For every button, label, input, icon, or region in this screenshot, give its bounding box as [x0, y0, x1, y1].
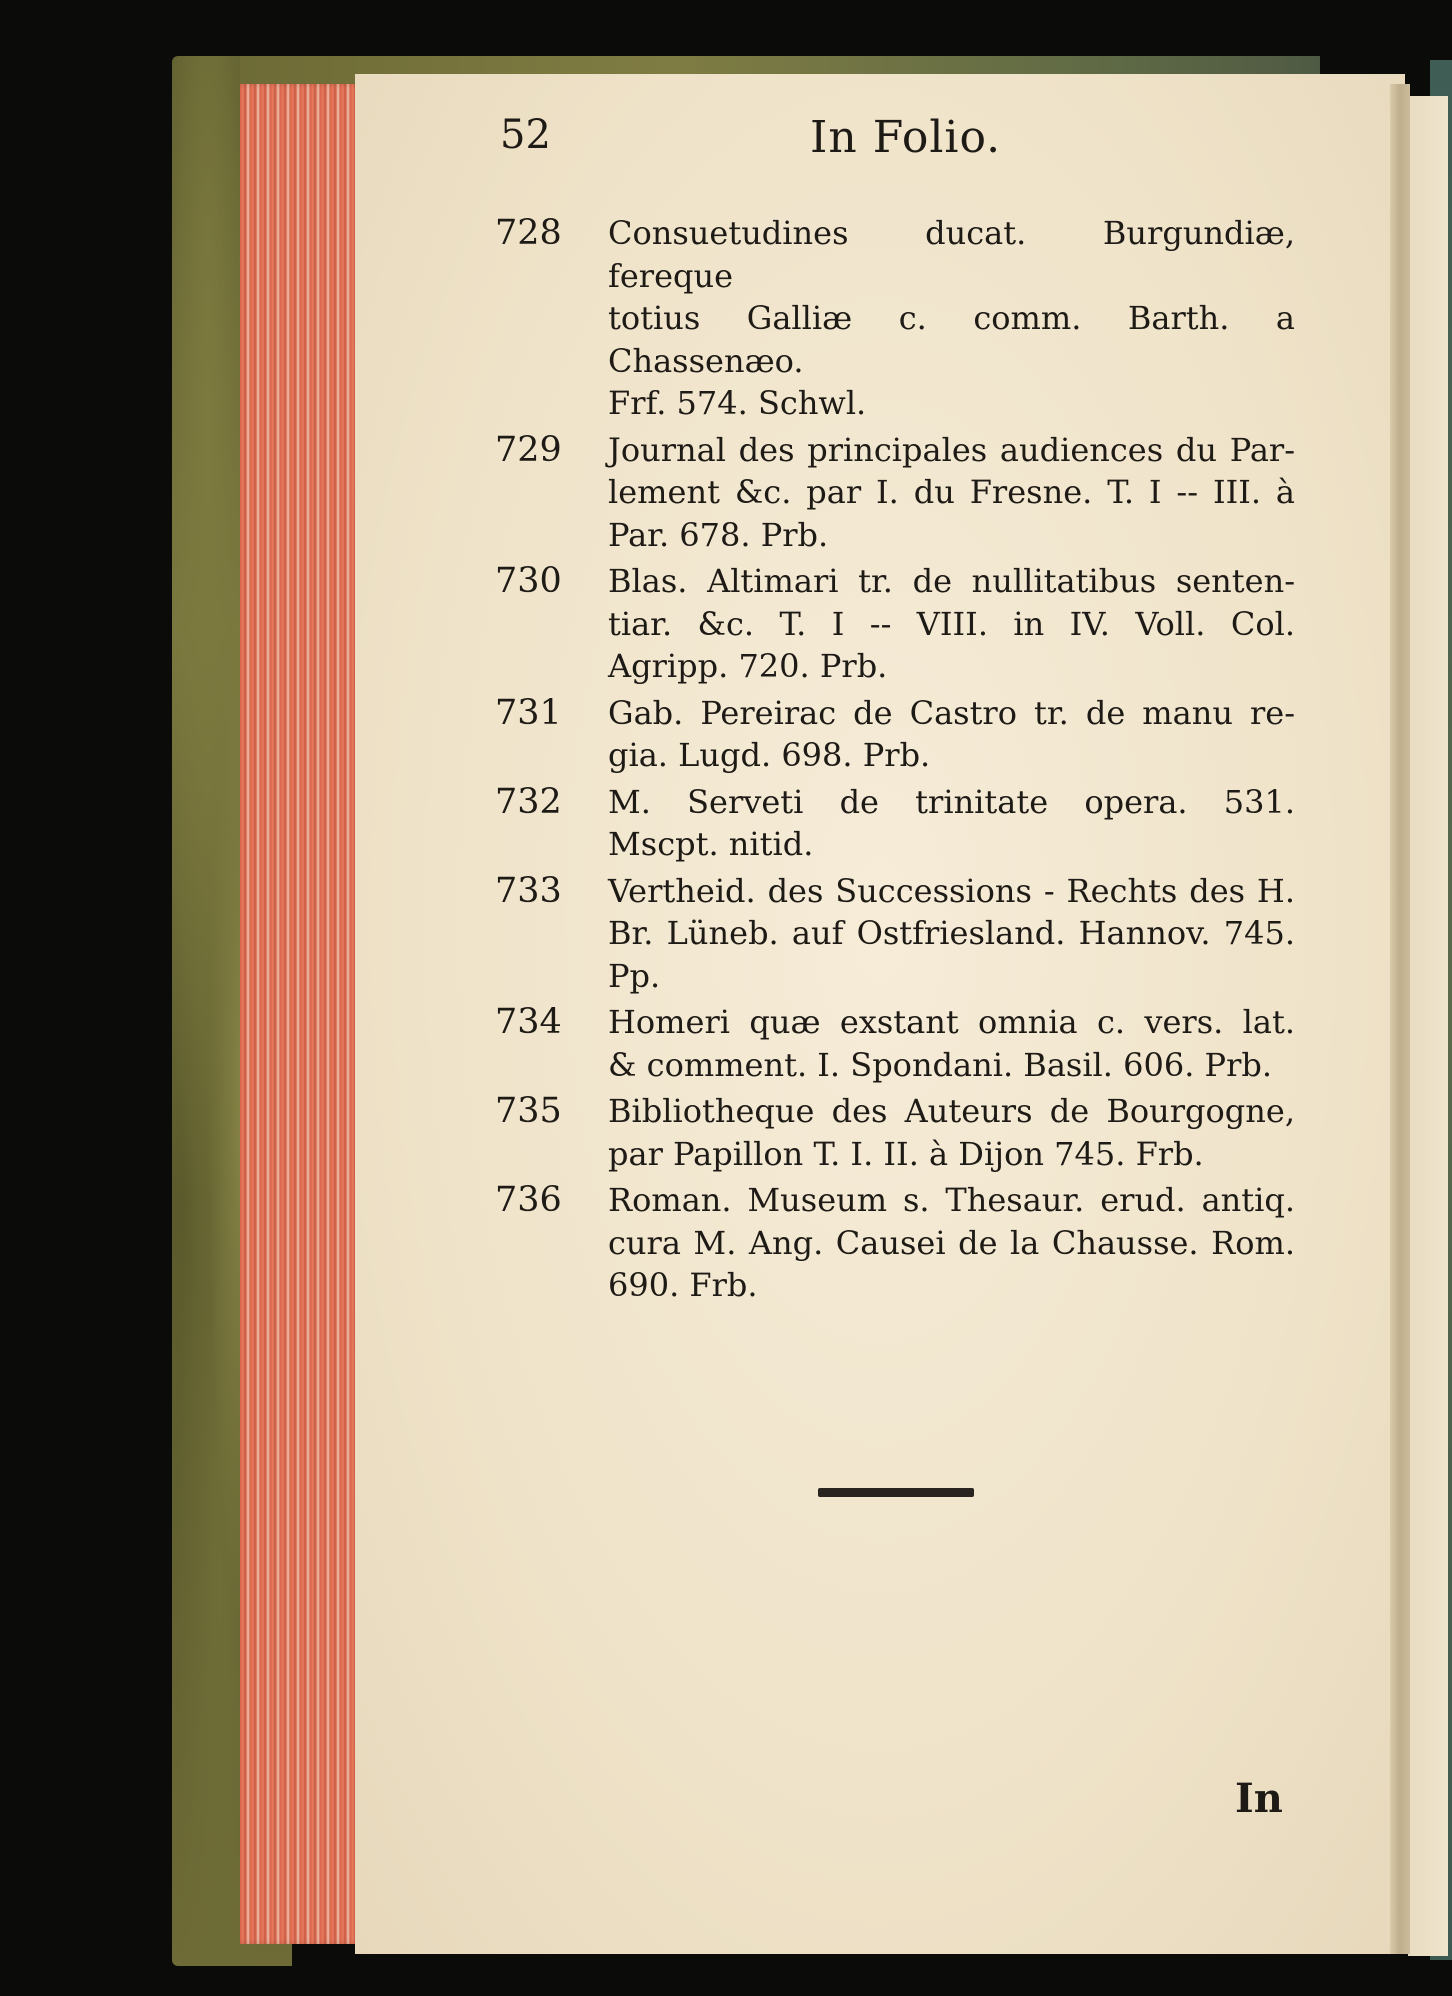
- entry-line: Journal des principales audiences du Par-: [608, 430, 1295, 469]
- facing-page: [1408, 96, 1448, 1956]
- entry-text: [608, 1179, 1295, 1307]
- entry-line: Gab. Pereirac de Castro tr. de manu re-: [608, 693, 1295, 732]
- entry-text: [608, 560, 1295, 688]
- catalog-entry: [495, 1179, 1295, 1307]
- entry-line: Agripp. 720. Prb.: [608, 647, 888, 685]
- entry-number: 735: [495, 1091, 562, 1131]
- entry-line: Par. 678. Prb.: [608, 515, 829, 554]
- entry-line: tiar. &c. T. I -- VIII. in IV. Voll. Col.: [608, 604, 1295, 643]
- catalog-entry: [495, 1090, 1295, 1175]
- entry-number: 731: [495, 692, 562, 733]
- entry-text: [608, 1001, 1295, 1086]
- entry-line: Vertheid. des Successions - Rechts des H.: [608, 871, 1295, 910]
- entry-text: [608, 429, 1295, 557]
- red-page-edges: [240, 84, 370, 1944]
- entry-line: lement &c. par I. du Fresne. T. I -- III. à: [608, 473, 1295, 511]
- entry-line: Frf. 574. Schwl.: [608, 384, 867, 422]
- entry-line: cura M. Ang. Causei de la Chausse. Rom.: [608, 1223, 1295, 1262]
- entry-line: Br. Lüneb. auf Ostfriesland. Hannov. 745.: [608, 914, 1295, 952]
- entry-number: 733: [495, 870, 562, 911]
- entry-text: [608, 781, 1295, 866]
- entry-line: Bibliotheque des Auteurs de Bourgogne,: [608, 1092, 1295, 1130]
- entry-line: Mscpt. nitid.: [608, 825, 814, 863]
- catalog-entry: [495, 560, 1295, 688]
- entry-number: 729: [495, 429, 562, 470]
- catalog-entry: [495, 781, 1295, 866]
- entry-text: [608, 870, 1295, 998]
- running-title: In Folio.: [810, 112, 1002, 163]
- entry-line: M. Serveti de trinitate opera. 531.: [608, 782, 1295, 821]
- catchword: In: [1235, 1775, 1283, 1822]
- entry-line: gia. Lugd. 698. Prb.: [608, 736, 931, 774]
- entry-line: Consuetudines ducat. Burgundiæ, fereque: [608, 214, 1295, 295]
- entry-line: par Papillon T. I. II. à Dijon 745. Frb.: [608, 1134, 1204, 1173]
- catalog-entry: [495, 870, 1295, 998]
- entry-number: 734: [495, 1002, 562, 1042]
- entry-number: 736: [495, 1180, 562, 1220]
- entry-line: totius Galliæ c. comm. Barth. a Chassenæo.: [608, 299, 1295, 380]
- entry-line: Pp.: [608, 956, 661, 995]
- entry-number: 728: [495, 213, 562, 253]
- entry-line: & comment. I. Spondani. Basil. 606. Prb.: [608, 1045, 1273, 1084]
- entry-line: Homeri quæ exstant omnia c. vers. lat.: [608, 1003, 1295, 1041]
- catalog-entry: [495, 692, 1295, 777]
- entry-text: [608, 692, 1295, 777]
- entry-line: Roman. Museum s. Thesaur. erud. antiq.: [608, 1181, 1295, 1219]
- catalog-entries: [495, 212, 1295, 1311]
- catalog-entry: [495, 1001, 1295, 1086]
- page-header: [500, 112, 1300, 172]
- entry-line: Blas. Altimari tr. de nullitatibus senten-: [608, 562, 1295, 600]
- entry-line: 690. Frb.: [608, 1266, 758, 1304]
- entry-number: 732: [495, 781, 562, 822]
- section-divider-rule: [818, 1488, 974, 1497]
- catalog-entry: [495, 212, 1295, 425]
- catalog-entry: [495, 429, 1295, 557]
- page-number: 52: [500, 112, 551, 158]
- page-gutter: [1390, 84, 1410, 1954]
- entry-number: 730: [495, 561, 562, 601]
- entry-text: [608, 212, 1295, 425]
- entry-text: [608, 1090, 1295, 1175]
